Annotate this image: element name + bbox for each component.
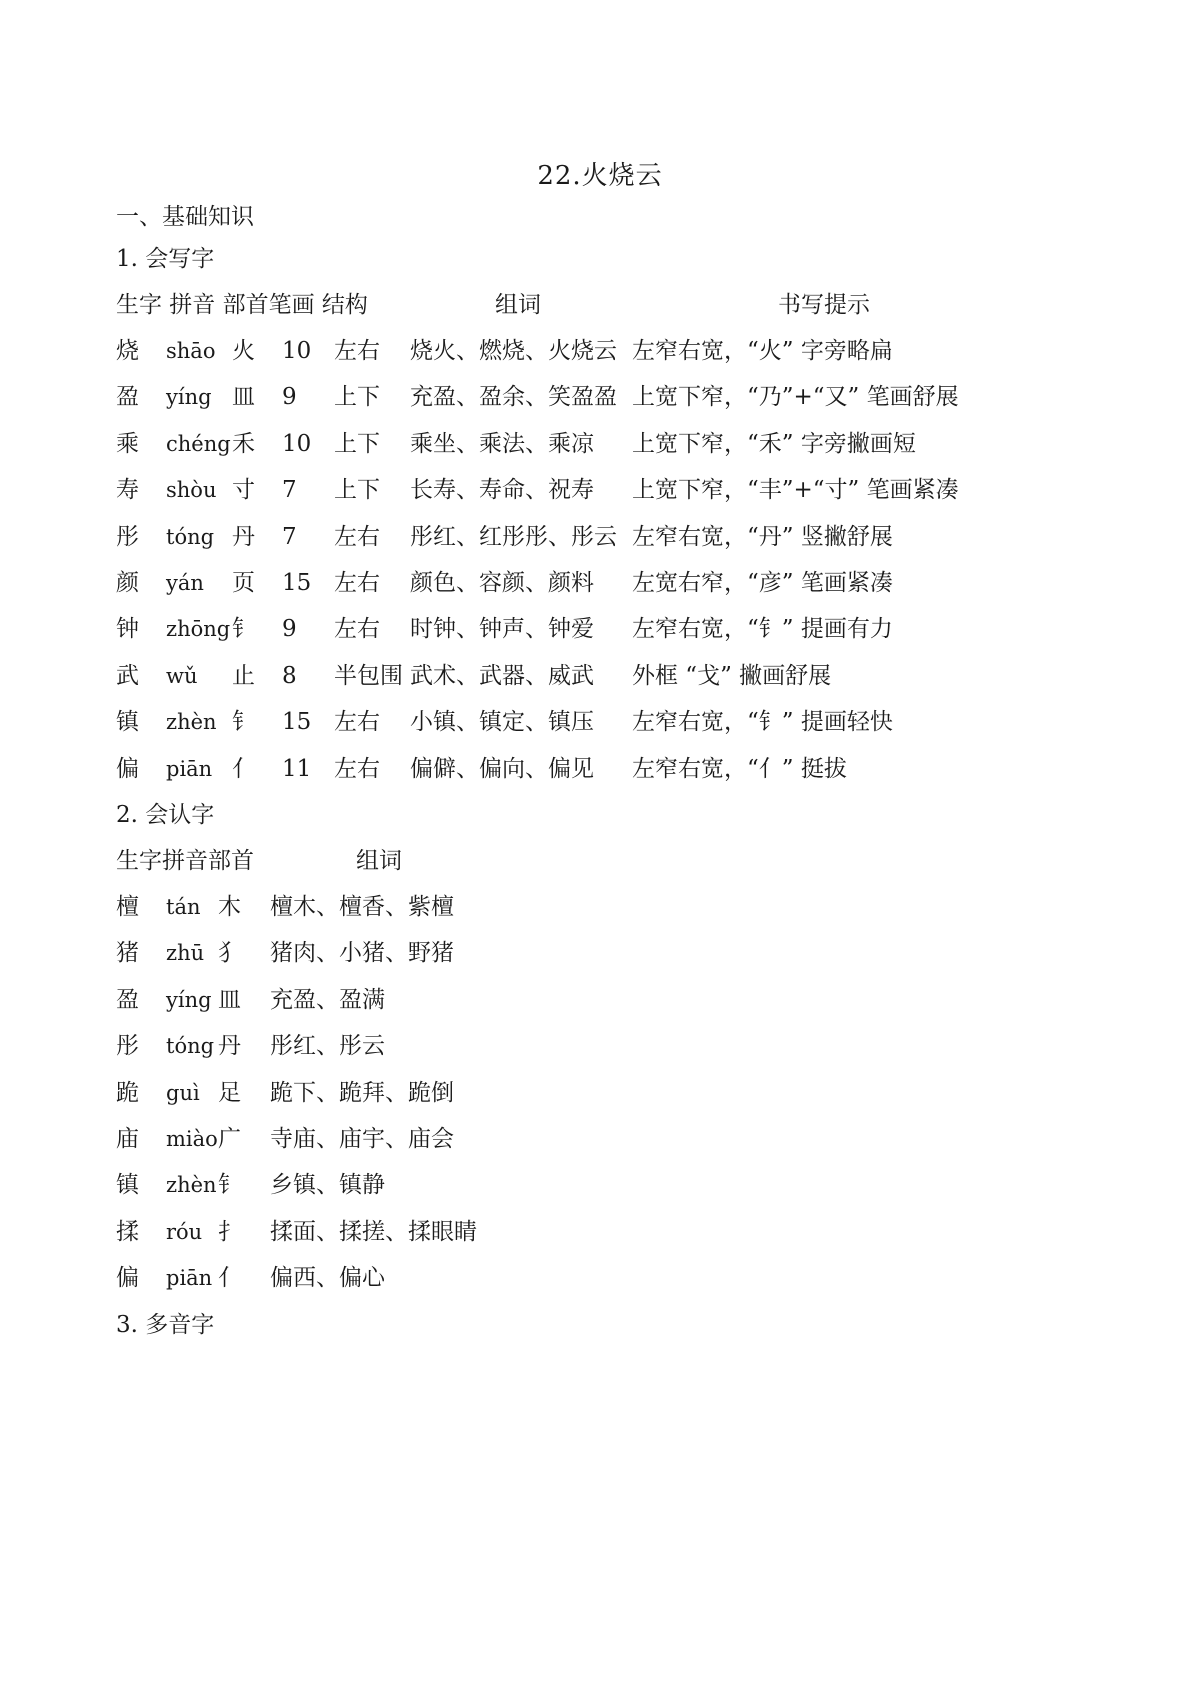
pinyin-cell: tóng <box>166 524 215 549</box>
char-cell: 寿 <box>116 477 139 504</box>
pinyin-cell: wǔ <box>166 663 198 688</box>
write-table-row <box>0 707 1200 737</box>
tip-cell: 左窄右宽，“钅” 提画有力 <box>632 616 893 643</box>
read-table-row <box>0 1217 1200 1247</box>
read-table-row <box>0 892 1200 922</box>
char-cell: 揉 <box>116 1218 139 1245</box>
words-cell: 小镇、镇定、镇压 <box>410 709 594 736</box>
radical-cell: 丹 <box>218 1033 241 1060</box>
tip-cell: 上宽下窄，“禾” 字旁撇画短 <box>632 430 916 457</box>
subheading-write: 1. 会写字 <box>116 246 215 272</box>
tip-cell: 上宽下窄，“乃”+“又” 笔画舒展 <box>632 384 959 411</box>
write-table-row <box>0 568 1200 598</box>
radical-cell: 扌 <box>218 1218 241 1245</box>
words-cell: 偏西、偏心 <box>270 1265 385 1292</box>
radical-cell: 足 <box>218 1079 241 1106</box>
pinyin-cell: shòu <box>166 478 217 503</box>
radical-cell: 广 <box>218 1126 241 1152</box>
pinyin-cell: miào <box>166 1127 218 1151</box>
tip-cell: 左窄右宽，“亻” 挺拔 <box>632 755 847 782</box>
words-cell: 长寿、寿命、祝寿 <box>410 477 594 504</box>
pinyin-cell: yíng <box>166 987 212 1012</box>
radical-cell: 禾 <box>232 430 255 457</box>
words-cell: 猪肉、小猪、野猪 <box>270 940 454 967</box>
words-cell: 乡镇、镇静 <box>270 1172 385 1199</box>
read-table-row <box>0 1078 1200 1108</box>
read-table-row <box>0 1263 1200 1293</box>
char-cell: 偏 <box>116 1265 139 1292</box>
structure-cell: 左右 <box>334 338 380 364</box>
read-table-row <box>0 1170 1200 1200</box>
pinyin-cell: zhōng <box>166 617 231 642</box>
pinyin-cell: piān <box>166 756 213 781</box>
char-cell: 武 <box>116 662 139 689</box>
words-cell: 彤红、红彤彤、彤云 <box>410 523 617 550</box>
char-cell: 盈 <box>116 384 139 411</box>
words-cell: 武术、武器、威武 <box>410 662 594 689</box>
read-header-words: 组词 <box>356 848 402 874</box>
structure-cell: 上下 <box>334 477 380 504</box>
read-table-row <box>0 985 1200 1015</box>
pinyin-cell: zhèn <box>166 710 217 735</box>
words-cell: 烧火、燃烧、火烧云 <box>410 338 617 364</box>
read-header-columns: 生字拼音部首 <box>116 848 254 874</box>
structure-cell: 左右 <box>334 755 380 782</box>
pinyin-cell: zhèn <box>166 1173 217 1198</box>
char-cell: 彤 <box>116 523 139 550</box>
pinyin-cell: guì <box>166 1080 200 1105</box>
strokes-cell: 7 <box>282 523 297 550</box>
radical-cell: 亻 <box>218 1265 241 1292</box>
write-header-columns: 生字 拼音 部首笔画 结构 <box>116 292 368 318</box>
char-cell: 偏 <box>116 755 139 782</box>
strokes-cell: 9 <box>282 616 297 643</box>
radical-cell: 丹 <box>232 523 255 550</box>
read-table-row <box>0 1124 1200 1154</box>
words-cell: 时钟、钟声、钟爱 <box>410 616 594 643</box>
pinyin-cell: tóng <box>166 1034 215 1059</box>
strokes-cell: 11 <box>282 755 312 782</box>
section-heading-basic: 一、基础知识 <box>116 204 254 230</box>
radical-cell: 火 <box>232 338 255 364</box>
char-cell: 颜 <box>116 570 139 596</box>
char-cell: 烧 <box>116 338 139 364</box>
words-cell: 充盈、盈满 <box>270 986 385 1013</box>
subheading-polyphone: 3. 多音字 <box>116 1312 215 1338</box>
char-cell: 镇 <box>116 1172 139 1199</box>
char-cell: 彤 <box>116 1033 139 1060</box>
words-cell: 颜色、容颜、颜料 <box>410 570 594 596</box>
subheading-read: 2. 会认字 <box>116 802 215 828</box>
pinyin-cell: piān <box>166 1266 213 1291</box>
write-table-row <box>0 336 1200 366</box>
radical-cell: 止 <box>232 662 255 689</box>
words-cell: 彤红、彤云 <box>270 1033 385 1060</box>
words-cell: 跪下、跪拜、跪倒 <box>270 1079 454 1106</box>
tip-cell: 左窄右宽，“钅” 提画轻快 <box>632 709 893 736</box>
strokes-cell: 10 <box>282 430 312 457</box>
read-table-row <box>0 1031 1200 1061</box>
words-cell: 乘坐、乘法、乘凉 <box>410 430 594 457</box>
structure-cell: 左右 <box>334 570 380 596</box>
radical-cell: 皿 <box>218 986 241 1013</box>
write-table-row <box>0 614 1200 644</box>
write-table-row <box>0 475 1200 505</box>
page-title: 22.火烧云 <box>537 161 663 191</box>
radical-cell: 页 <box>232 570 255 596</box>
char-cell: 跪 <box>116 1079 139 1106</box>
words-cell: 偏僻、偏向、偏见 <box>410 755 594 782</box>
structure-cell: 左右 <box>334 523 380 550</box>
words-cell: 寺庙、庙宇、庙会 <box>270 1126 454 1152</box>
strokes-cell: 10 <box>282 338 312 364</box>
char-cell: 镇 <box>116 709 139 736</box>
radical-cell: 木 <box>218 894 241 920</box>
pinyin-cell: tán <box>166 895 201 919</box>
pinyin-cell: róu <box>166 1219 203 1244</box>
tip-cell: 左窄右宽，“丹” 竖撇舒展 <box>632 523 893 550</box>
structure-cell: 半包围 <box>334 662 403 689</box>
tip-cell: 左窄右宽，“火” 字旁略扁 <box>632 338 893 364</box>
radical-cell: 犭 <box>218 940 241 967</box>
write-table-row <box>0 429 1200 459</box>
write-header-words: 组词 <box>495 292 541 318</box>
words-cell: 揉面、揉搓、揉眼睛 <box>270 1218 477 1245</box>
tip-cell: 上宽下窄，“丰”+“寸” 笔画紧凑 <box>632 477 959 504</box>
pinyin-cell: chéng <box>166 431 231 456</box>
radical-cell: 钅 <box>232 709 255 736</box>
radical-cell: 钅 <box>232 616 255 643</box>
structure-cell: 左右 <box>334 709 380 736</box>
char-cell: 钟 <box>116 616 139 643</box>
read-table-row <box>0 938 1200 968</box>
structure-cell: 左右 <box>334 616 380 643</box>
read-table-header <box>0 846 1200 876</box>
words-cell: 充盈、盈余、笑盈盈 <box>410 384 617 411</box>
tip-cell: 左宽右窄，“彦” 笔画紧凑 <box>632 570 893 596</box>
char-cell: 庙 <box>116 1126 139 1152</box>
strokes-cell: 15 <box>282 570 312 596</box>
write-table-row <box>0 522 1200 552</box>
radical-cell: 钅 <box>218 1172 241 1199</box>
pinyin-cell: shāo <box>166 339 216 363</box>
strokes-cell: 7 <box>282 477 297 504</box>
char-cell: 檀 <box>116 894 139 920</box>
write-table-header <box>0 290 1200 320</box>
radical-cell: 寸 <box>232 477 255 504</box>
strokes-cell: 8 <box>282 662 297 689</box>
pinyin-cell: zhū <box>166 941 205 966</box>
write-table-row <box>0 382 1200 412</box>
pinyin-cell: yíng <box>166 385 212 410</box>
write-table-row <box>0 661 1200 691</box>
tip-cell: 外框 “戈” 撇画舒展 <box>632 662 832 689</box>
write-header-tip: 书写提示 <box>778 292 870 318</box>
radical-cell: 亻 <box>232 755 255 782</box>
write-table-row <box>0 754 1200 784</box>
structure-cell: 上下 <box>334 384 380 411</box>
strokes-cell: 15 <box>282 709 312 736</box>
pinyin-cell: yán <box>166 571 204 595</box>
radical-cell: 皿 <box>232 384 255 411</box>
char-cell: 盈 <box>116 986 139 1013</box>
structure-cell: 上下 <box>334 430 380 457</box>
char-cell: 乘 <box>116 430 139 457</box>
char-cell: 猪 <box>116 940 139 967</box>
words-cell: 檀木、檀香、紫檀 <box>270 894 454 920</box>
strokes-cell: 9 <box>282 384 297 411</box>
